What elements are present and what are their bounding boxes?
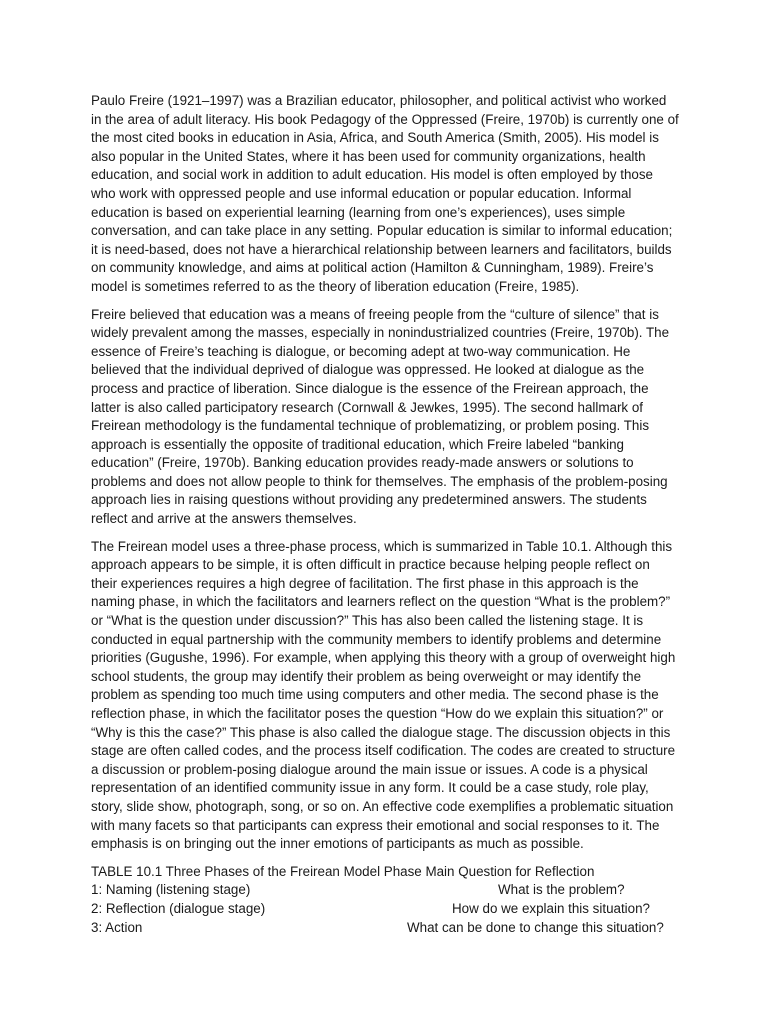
paragraph-1: Paulo Freire (1921–1997) was a Brazilian educator, philosopher, and political activist who worked in the area of adult literacy. His book Pedagogy of the Oppressed (Freire, 1970b) is currently one of the most cited books in education in Asia, Africa, and South America (Smith, 2005). His model is also popular in the United States, where it has been used for community organizations, health education, and social work in addition to adult education. His model is often employed by those who work with oppressed people and use informal education or popular education. Informal education is based on experiential learning (learning from one’s experiences), uses simple conversation, and can take place in any setting. Popular education is similar to informal education; it is need-based, does not have a hierarchical relationship between learners and facilitators, builds on community knowledge, and aims at political action (Hamilton & Cunningham, 1989). Freire’s model is sometimes referred to as the theory of liberation education (Freire, 1985). [91,93,679,294]
question-cell: How do we explain this situation? [452,900,650,916]
phase-cell: 2: Reflection (dialogue stage) [91,900,266,916]
table-row [91,900,679,919]
question-cell: What can be done to change this situation? [407,919,664,935]
table-row [91,881,679,900]
paragraph-2: Freire believed that education was a means of freeing people from the “culture of silence” that is widely prevalent among the masses, especially in nonindustrialized countries (Freire, 1970b). The essence of Freire’s teaching is dialogue, or becoming adept at two-way communication. He believed that the individual deprived of dialogue was oppressed. He looked at dialogue as the process and practice of liberation. Since dialogue is the essence of the Freirean approach, the latter is also called participatory research (Cornwall & Jewkes, 1995). The second hallmark of Freirean methodology is the fundamental technique of problematizing, or problem posing. This approach is essentially the opposite of traditional education, which Freire labeled “banking education” (Freire, 1970b). Banking education provides ready-made answers or solutions to problems and does not allow people to think for themselves. The emphasis of the problem-posing approach lies in raising questions without providing any predetermined answers. The students reflect and arrive at the answers themselves. [91,306,670,527]
paragraph-3: The Freirean model uses a three-phase process, which is summarized in Table 10.1. Although this approach appears to be simple, it is often difficult in practice because helping people reflect on their experiences requires a high degree of facilitation. The first phase in this approach is the naming phase, in which the facilitators and learners reflect on the question “What is the problem?” or “What is the question under discussion?” This has also been called the listening stage. It is conducted in equal partnership with the community members to identify problems and determine priorities (Gugushe, 1996). For example, when applying this theory with a group of overweight high school students, the group may identify their problem as being overweight or may identify the problem as spending too much time using computers and other media. The second phase is the reflection phase, in which the facilitator poses the question “How do we explain this situation?” or “Why is this the case?” This phase is also called the dialogue stage. The discussion objects in this stage are often called codes, and the process itself codification. The codes are created to structure a discussion or problem-posing dialogue around the main issue or issues. A code is a physical representation of an identified community issue in any form. It could be a case study, role play, story, slide show, photograph, song, or so on. An effective code exemplifies a problematic situation with many facets so that participants can express their emotional and social responses to it. The emphasis is on bringing out the inner emotions of participants as much as possible. [91,538,676,852]
phases-table [91,863,679,937]
phase-cell: 3: Action [91,919,143,935]
table-caption: TABLE 10.1 Three Phases of the Freirean Model Phase Main Question for Reflection [91,863,595,879]
phase-cell: 1: Naming (listening stage) [91,882,251,898]
table-row [91,919,679,938]
question-cell: What is the problem? [498,882,625,898]
document-body [91,92,679,937]
